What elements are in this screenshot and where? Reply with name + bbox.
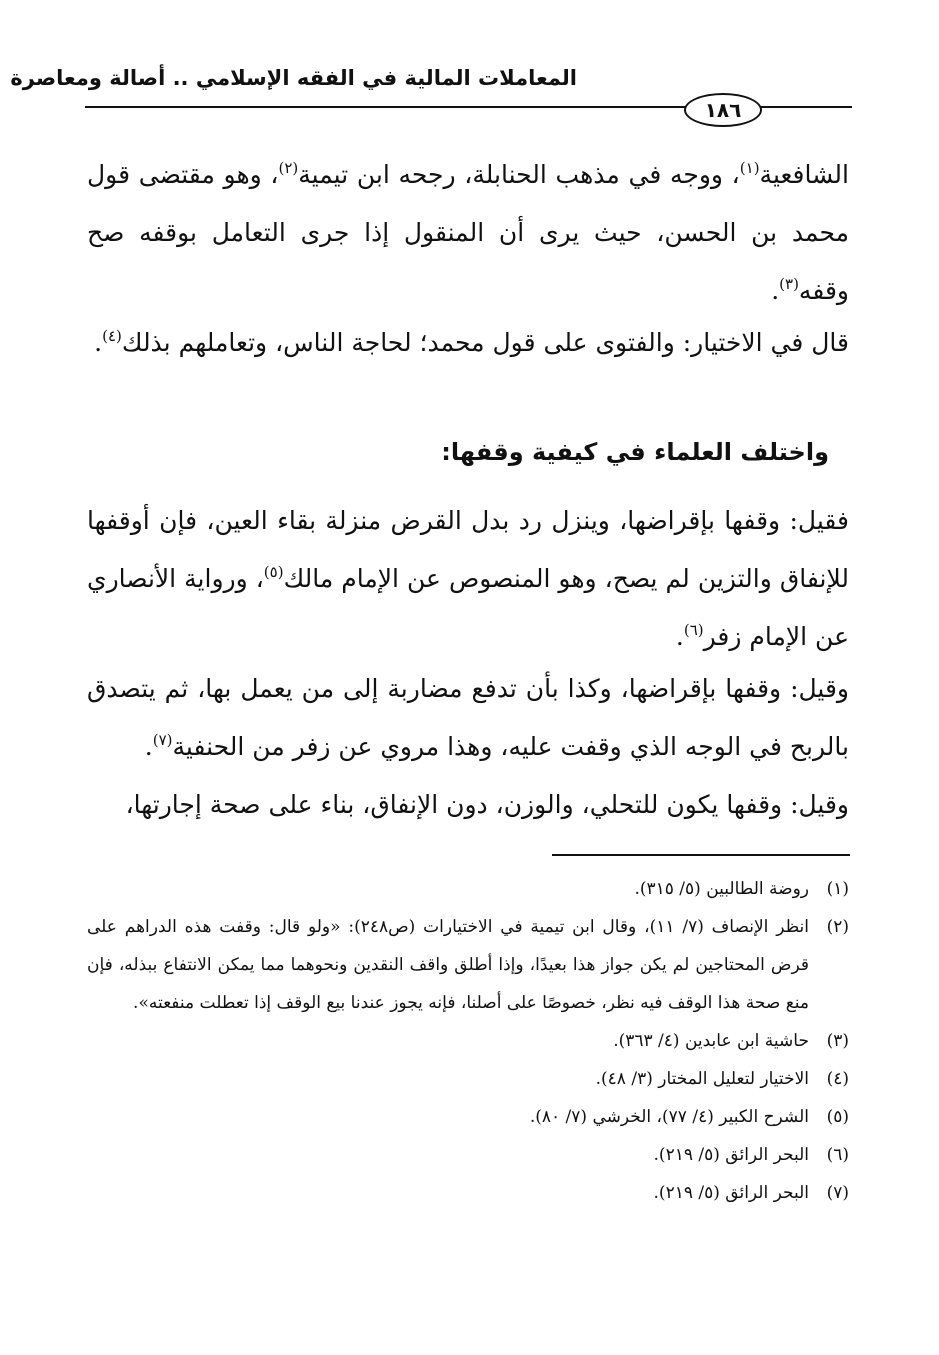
footnote-text: روضة الطالبين (٥/ ٣١٥). bbox=[634, 879, 809, 899]
footnote-ref-1[interactable]: (١) bbox=[739, 159, 760, 177]
footnote-text: البحر الرائق (٥/ ٢١٩). bbox=[653, 1145, 809, 1165]
footnote-item bbox=[87, 1022, 849, 1060]
footnote-text: البحر الرائق (٥/ ٢١٩). bbox=[653, 1183, 809, 1203]
paragraph-text: فقيل: وقفها بإقراضها، وينزل رد بدل القرض منزلة بقاء العين، فإن أوقفها للإنفاق والتزين لم يصح، وهو المنصوص عن الإمام مالك bbox=[87, 506, 849, 593]
section-heading: واختلف العلماء في كيفية وقفها: bbox=[441, 438, 829, 466]
paragraph-text: وقيل: وقفها بإقراضها، وكذا بأن تدفع مضاربة إلى من يعمل بها، ثم يتصدق بالربح في الوجه الذي وقفت عليه، وهذا مروي عن زفر من الحنفية bbox=[87, 674, 849, 761]
page-number: ١٨٦ bbox=[684, 93, 762, 127]
footnote-ref-6[interactable]: (٦) bbox=[683, 621, 704, 639]
paragraph-text: الشافعية bbox=[759, 160, 849, 189]
footnotes-list bbox=[87, 870, 849, 1212]
paragraph-text: ، وهو مقتضى قول محمد بن الحسن، حيث يرى أن المنقول إذا جرى التعامل بوقفه صح وقفه bbox=[87, 160, 849, 305]
footnote-ref-7[interactable]: (٧) bbox=[152, 731, 173, 749]
paragraph-4 bbox=[87, 660, 849, 776]
paragraph-text: ، ووجه في مذهب الحنابلة، رجحه ابن تيمية bbox=[298, 160, 740, 189]
paragraph-3 bbox=[87, 492, 849, 666]
footnote-ref-5[interactable]: (٥) bbox=[263, 563, 284, 581]
footnote-text: حاشية ابن عابدين (٤/ ٣٦٣). bbox=[613, 1031, 809, 1051]
footnote-number: (٣) bbox=[826, 1031, 849, 1051]
footnote-item bbox=[87, 908, 849, 1022]
paragraph-text: ، ورواية الأنصاري عن الإمام زفر bbox=[87, 564, 849, 651]
paragraph-2 bbox=[87, 314, 849, 372]
footnote-text: الاختيار لتعليل المختار (٣/ ٤٨). bbox=[595, 1069, 809, 1089]
paragraph-5: وقيل: وقفها يكون للتحلي، والوزن، دون الإنفاق، بناء على صحة إجارتها، bbox=[125, 790, 849, 819]
footnote-number: (٦) bbox=[826, 1145, 849, 1165]
footnote-text: الشرح الكبير (٤/ ٧٧)، الخرشي (٧/ ٨٠). bbox=[529, 1107, 809, 1127]
footnote-text: انظر الإنصاف (٧/ ١١)، وقال ابن تيمية في الاختيارات (ص٢٤٨): «ولو قال: وقفت هذه الدراهم على قرض المحتاجين لم يكن جواز هذا بعيدًا، وإذا أطلق واقف النقدين ونحوهما مما يمكن الانتفاع ببذله، فإن منع صحة هذا الوقف فيه نظر، خصوصًا على أصلنا، فإنه يجوز عندنا بيع الوقف إذا تعطلت منفعته». bbox=[87, 917, 809, 1013]
paragraph-text: . bbox=[771, 276, 780, 305]
running-title: المعاملات المالية في الفقه الإسلامي .. أصالة ومعاصرة bbox=[10, 66, 577, 90]
footnote-item bbox=[87, 1060, 849, 1098]
paragraph-text: . bbox=[675, 622, 684, 651]
footnote-item bbox=[87, 1174, 849, 1212]
paragraph-1 bbox=[87, 146, 849, 320]
paragraph-text: . bbox=[94, 328, 103, 357]
footnote-number: (٤) bbox=[826, 1069, 849, 1089]
paragraph-text: قال في الاختيار: والفتوى على قول محمد؛ لحاجة الناس، وتعاملهم بذلك bbox=[121, 328, 849, 357]
footnote-item bbox=[87, 1136, 849, 1174]
footnote-ref-3[interactable]: (٣) bbox=[779, 275, 799, 293]
footnote-number: (٥) bbox=[826, 1107, 849, 1127]
paragraph-text: . bbox=[144, 732, 153, 761]
footnote-ref-2[interactable]: (٢) bbox=[278, 159, 299, 177]
footnote-item bbox=[87, 1098, 849, 1136]
footnote-item bbox=[87, 870, 849, 908]
footnote-number: (١) bbox=[826, 879, 849, 899]
footnote-number: (٢) bbox=[826, 917, 849, 937]
footnote-ref-4[interactable]: (٤) bbox=[102, 327, 122, 345]
footnote-separator bbox=[552, 854, 850, 856]
footnote-number: (٧) bbox=[826, 1183, 849, 1203]
